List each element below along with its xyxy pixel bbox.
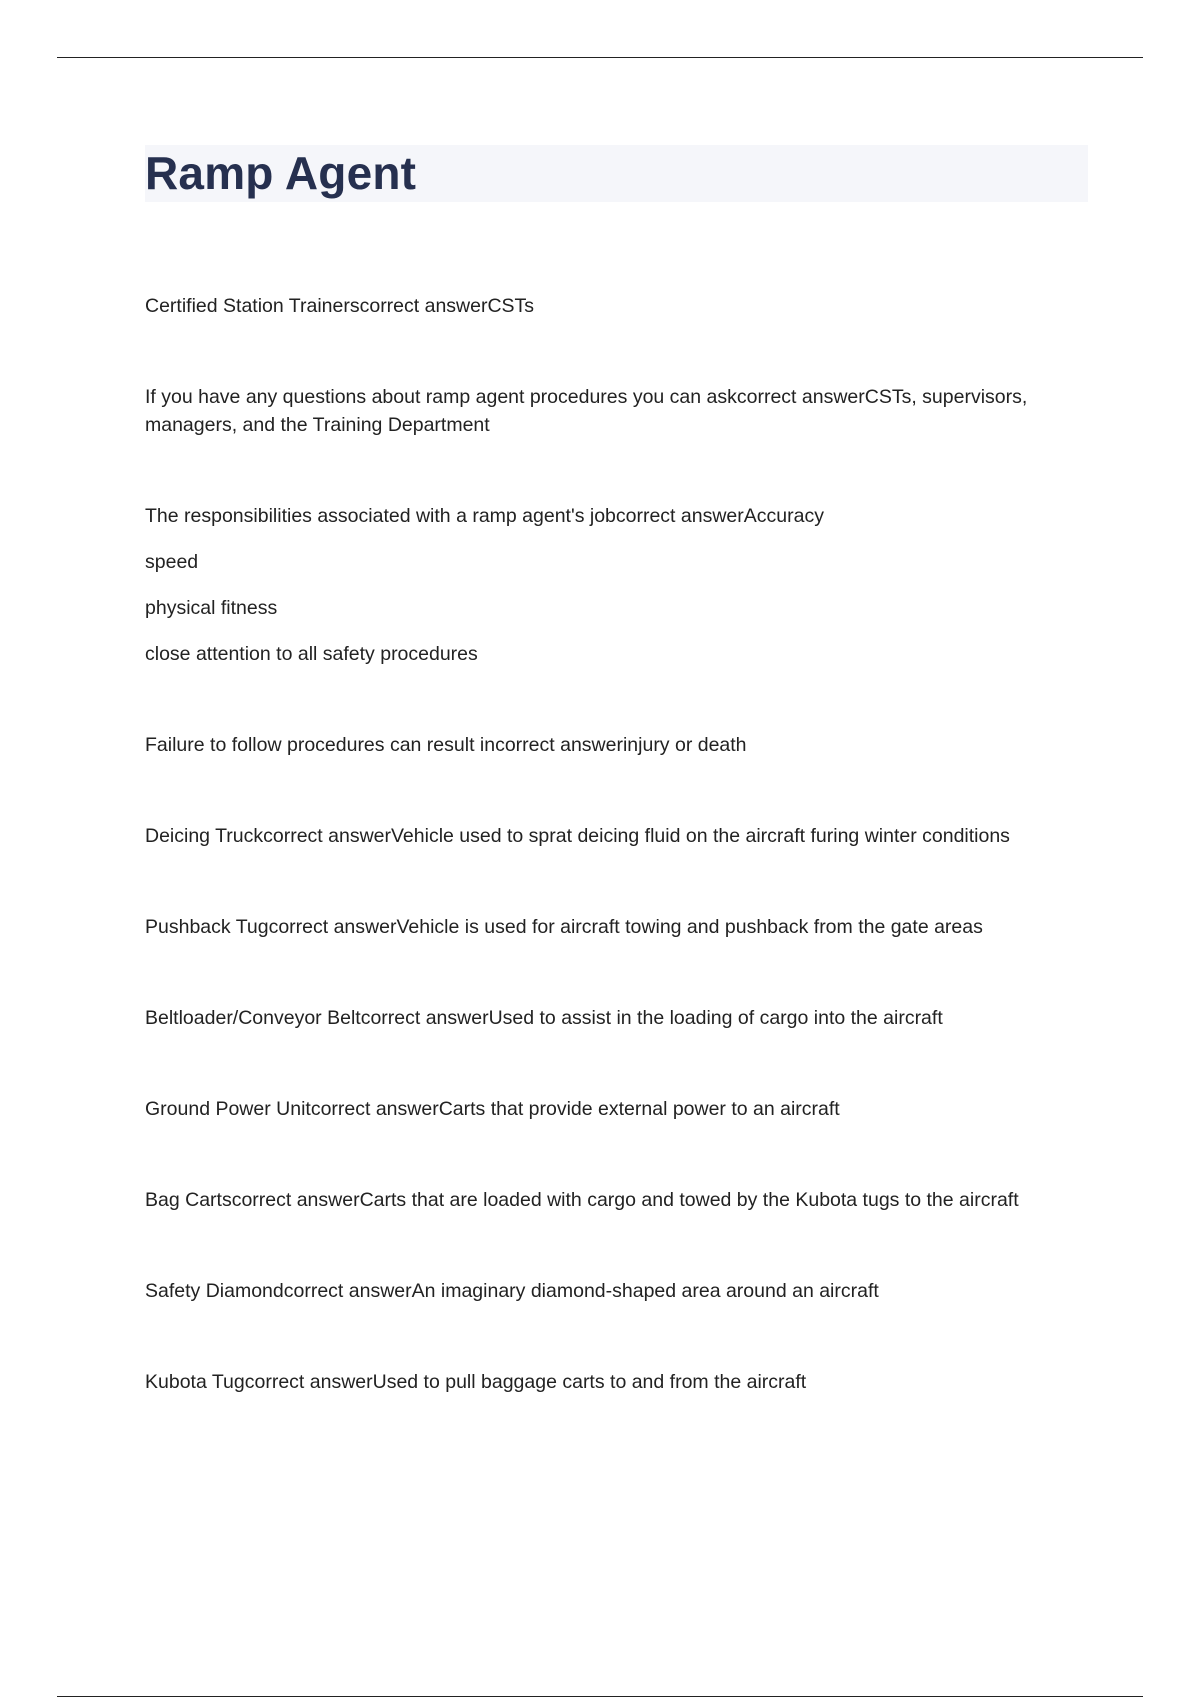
qa-item — [145, 292, 1085, 320]
qa-text: Failure to follow procedures can result incorrect answerinjury or death — [145, 734, 747, 756]
qa-item — [145, 1368, 1085, 1396]
qa-text: Pushback Tugcorrect answerVehicle is used for aircraft towing and pushback from the gate areas — [145, 916, 983, 938]
qa-item — [145, 822, 1085, 850]
qa-item — [145, 731, 1085, 759]
qa-text: Kubota Tugcorrect answerUsed to pull baggage carts to and from the aircraft — [145, 1371, 807, 1393]
header-rule — [57, 57, 1143, 58]
qa-text: If you have any questions about ramp agent procedures you can askcorrect answerCSTs, supervisors, managers, and the Training Department — [145, 386, 1028, 436]
qa-text: Bag Cartscorrect answerCarts that are loaded with cargo and towed by the Kubota tugs to the aircraft — [145, 1189, 1019, 1211]
qa-item — [145, 1004, 1085, 1032]
qa-text: Deicing Truckcorrect answerVehicle used to sprat deicing fluid on the aircraft furing winter conditions — [145, 825, 1010, 847]
footer-rule — [57, 1696, 1143, 1697]
qa-item — [145, 1095, 1085, 1123]
qa-item — [145, 1186, 1085, 1214]
page-title: Ramp Agent — [145, 147, 417, 199]
qa-text: The responsibilities associated with a ramp agent's jobcorrect answerAccuracy — [145, 505, 824, 527]
qa-item — [145, 913, 1085, 941]
qa-text: Safety Diamondcorrect answerAn imaginary diamond-shaped area around an aircraft — [145, 1280, 879, 1302]
qa-answer-line: close attention to all safety procedures — [145, 643, 478, 665]
qa-text: Ground Power Unitcorrect answerCarts that provide external power to an aircraft — [145, 1098, 840, 1120]
qa-item — [145, 1277, 1085, 1305]
qa-answer-line: speed — [145, 551, 199, 573]
qa-item — [145, 502, 1085, 668]
qa-answer-line: physical fitness — [145, 597, 278, 619]
flashcard-list — [145, 292, 1085, 1459]
qa-text: Beltloader/Conveyor Beltcorrect answerUsed to assist in the loading of cargo into the aircraft — [145, 1007, 943, 1029]
qa-text: Certified Station Trainerscorrect answerCSTs — [145, 295, 535, 317]
qa-item — [145, 383, 1085, 439]
